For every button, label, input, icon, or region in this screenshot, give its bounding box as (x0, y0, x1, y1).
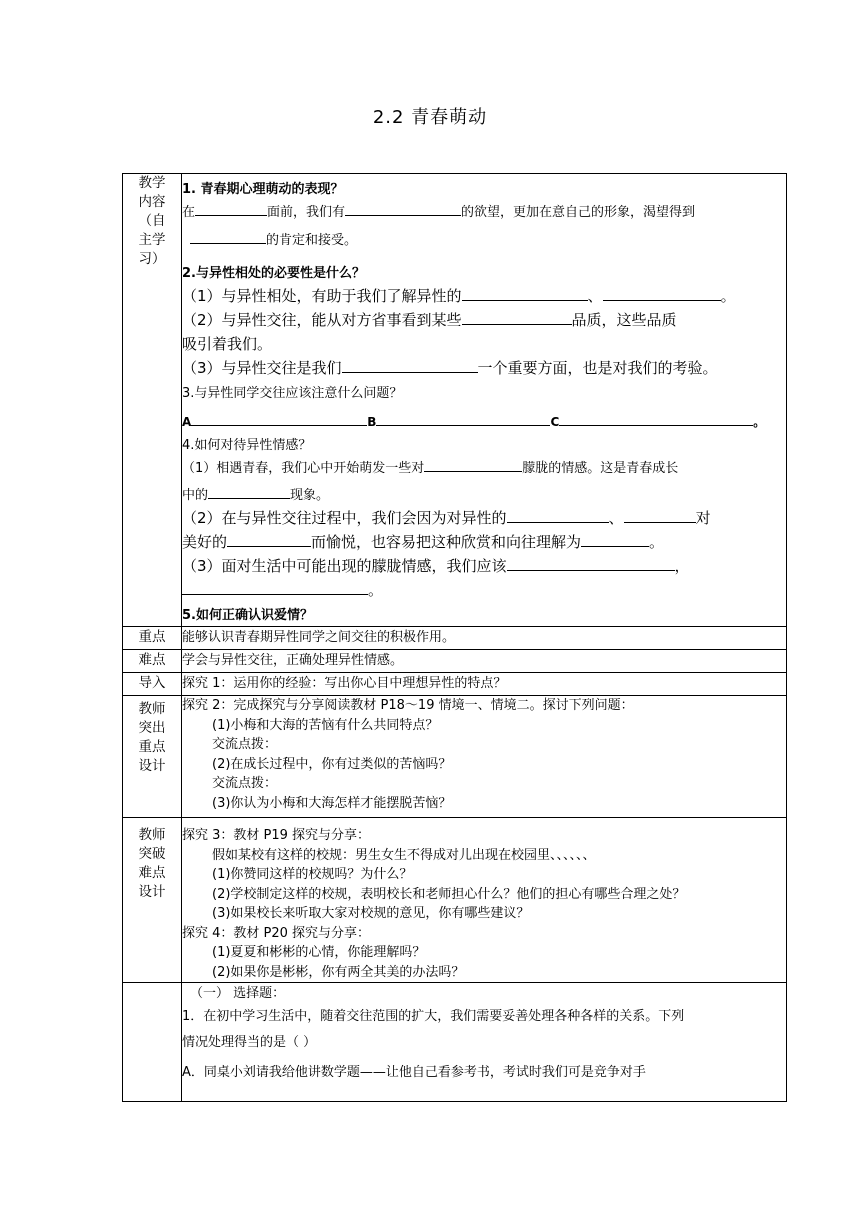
page-title: 2.2 青春萌动 (372, 107, 488, 128)
key-design-line: 探究 2：完成探究与分享阅读教材 P18～19 情境一、情境二。探讨下列问题： (182, 698, 634, 713)
diff-design-line: (3)如果校长来听取大家对校规的意见，你有哪些建议？ (212, 906, 530, 921)
q3-title: 3.与异性同学交往应该注意什么问题？ (182, 386, 403, 401)
lesson-plan-table (122, 173, 787, 1102)
blank-field[interactable] (195, 200, 267, 216)
blank-field[interactable] (182, 579, 368, 595)
blank-field[interactable] (581, 531, 649, 547)
intro-text: 探究 1：运用你的经验：写出你心目中理想异性的特点？ (182, 673, 787, 696)
row-label-intro: 导入 (123, 673, 182, 696)
row-label-difficulty: 难点 (123, 650, 182, 673)
key-point-text: 能够认识青春期异性同学之间交往的积极作用。 (182, 627, 787, 650)
q2-item1: （1）与异性相处，有助于我们了解异性的 、 。 (182, 287, 736, 305)
diff-design-line: 假如某校有这样的校规：男生女生不得成对儿出现在校园里、、、、、、 (212, 847, 596, 863)
diff-design-line: (2)如果你是彬彬，你有两全其美的办法吗？ (212, 964, 465, 980)
q2-item2: （2）与异性交往，能从对方省事看到某些 品质，这些品质 (182, 311, 677, 329)
q4-item3: （3）面对生活中可能出现的朦胧情感，我们应该 ， (182, 557, 690, 575)
key-design-line: (3)你认为小梅和大海怎样才能摆脱苦恼？ (212, 795, 452, 811)
diff-design-line: (1)你赞同这样的校规吗？为什么？ (212, 867, 413, 882)
key-design-line: (2)在成长过程中，你有过类似的苦恼吗？ (212, 756, 452, 772)
q2-item3: （3）与异性交往是我们 一个重要方面，也是对我们的考验。 (182, 359, 718, 377)
q4-title: 4.如何对待异性情感？ (182, 438, 312, 453)
q4-item1: （1）相遇青春，我们心中开始萌发一些对 朦胧的情感。这是青春成长 (182, 456, 786, 479)
exercise-option-a: A．同桌小刘请我给他讲数学题——让他自己看参考书，考试时我们可是竞争对手 (182, 1065, 646, 1080)
q4-item2-cont: 美好的 而愉悦，也容易把这种欣赏和向往理解为 。 (182, 533, 665, 551)
q1-title: 1. 青春期心理萌动的表现？ (182, 182, 344, 197)
table-row-diff-design (123, 818, 787, 983)
q1-line2: 的肯定和接受。 (182, 228, 786, 254)
exercise-question-cont: 情况处理得当的是（ ） (182, 1035, 317, 1050)
blank-field[interactable] (462, 285, 588, 301)
q1-line1: 在 面前，我们有 的欲望，更加在意自己的形象，渴望得到 (182, 200, 786, 224)
blank-field[interactable] (507, 555, 675, 571)
blank-field[interactable] (376, 410, 550, 426)
row-label-key-design: 教师突出重点设计 (123, 696, 182, 818)
key-design-line: 交流点拨： (212, 737, 278, 752)
exercise-content (182, 983, 787, 1102)
blank-field[interactable] (190, 228, 266, 244)
diff-design-content (182, 818, 787, 983)
blank-field[interactable] (624, 507, 696, 523)
q4-item1-cont: 中的 现象。 (182, 483, 786, 506)
q4-item3-cont: 。 (182, 578, 786, 602)
blank-field[interactable] (342, 357, 478, 373)
q4-item2: （2）在与异性交往过程中，我们会因为对异性的 、 对 (182, 509, 711, 527)
blank-field[interactable] (191, 410, 367, 426)
diff-design-line: 探究 3：教材 P19 探究与分享： (182, 828, 371, 843)
key-design-line: 交流点拨： (212, 776, 278, 791)
q2-item2-cont: 吸引着我们。 (182, 335, 273, 353)
table-row-key-design (123, 696, 787, 818)
key-design-line: (1)小梅和大海的苦恼有什么共同特点？ (212, 717, 439, 733)
blank-field[interactable] (208, 483, 290, 499)
diff-design-line: (2)学校制定这样的校规，表明校长和老师担心什么？他们的担心有哪些合理之处？ (212, 886, 686, 902)
blank-field[interactable] (507, 507, 609, 523)
blank-field[interactable] (345, 200, 461, 216)
exercise-question: 1．在初中学习生活中，随着交往范围的扩大，我们需要妥善处理各种各样的关系。下列 (182, 1009, 685, 1024)
diff-design-line: 探究 4：教材 P20 探究与分享： (182, 925, 371, 941)
table-row-intro (123, 673, 787, 696)
q3-answers: A B C 。 (182, 410, 786, 432)
key-design-content (182, 696, 787, 818)
difficulty-text: 学会与异性交往，正确处理异性情感。 (182, 650, 787, 673)
table-row-content (123, 174, 787, 627)
q2-title: 2.与异性相处的必要性是什么？ (182, 266, 365, 281)
table-row-key-point (123, 627, 787, 650)
blank-field[interactable] (462, 309, 572, 325)
exercise-heading: （一） 选择题： (190, 986, 286, 1001)
self-study-content (182, 174, 787, 627)
diff-design-line: (1)夏夏和彬彬的心情，你能理解吗？ (212, 945, 426, 960)
blank-field[interactable] (559, 410, 753, 426)
row-label-key-point: 重点 (123, 627, 182, 650)
row-label-exercise (123, 983, 182, 1102)
table-row-difficulty (123, 650, 787, 673)
q5-title: 5.如何正确认识爱情？ (182, 608, 313, 623)
blank-field[interactable] (424, 456, 522, 472)
blank-field[interactable] (227, 531, 311, 547)
blank-field[interactable] (603, 285, 721, 301)
row-label-content (123, 174, 182, 627)
table-row-exercise (123, 983, 787, 1102)
row-label-diff-design: 教师突破难点设计 (123, 818, 182, 983)
content-label-text: 教学内容（自主学习） (138, 175, 166, 267)
